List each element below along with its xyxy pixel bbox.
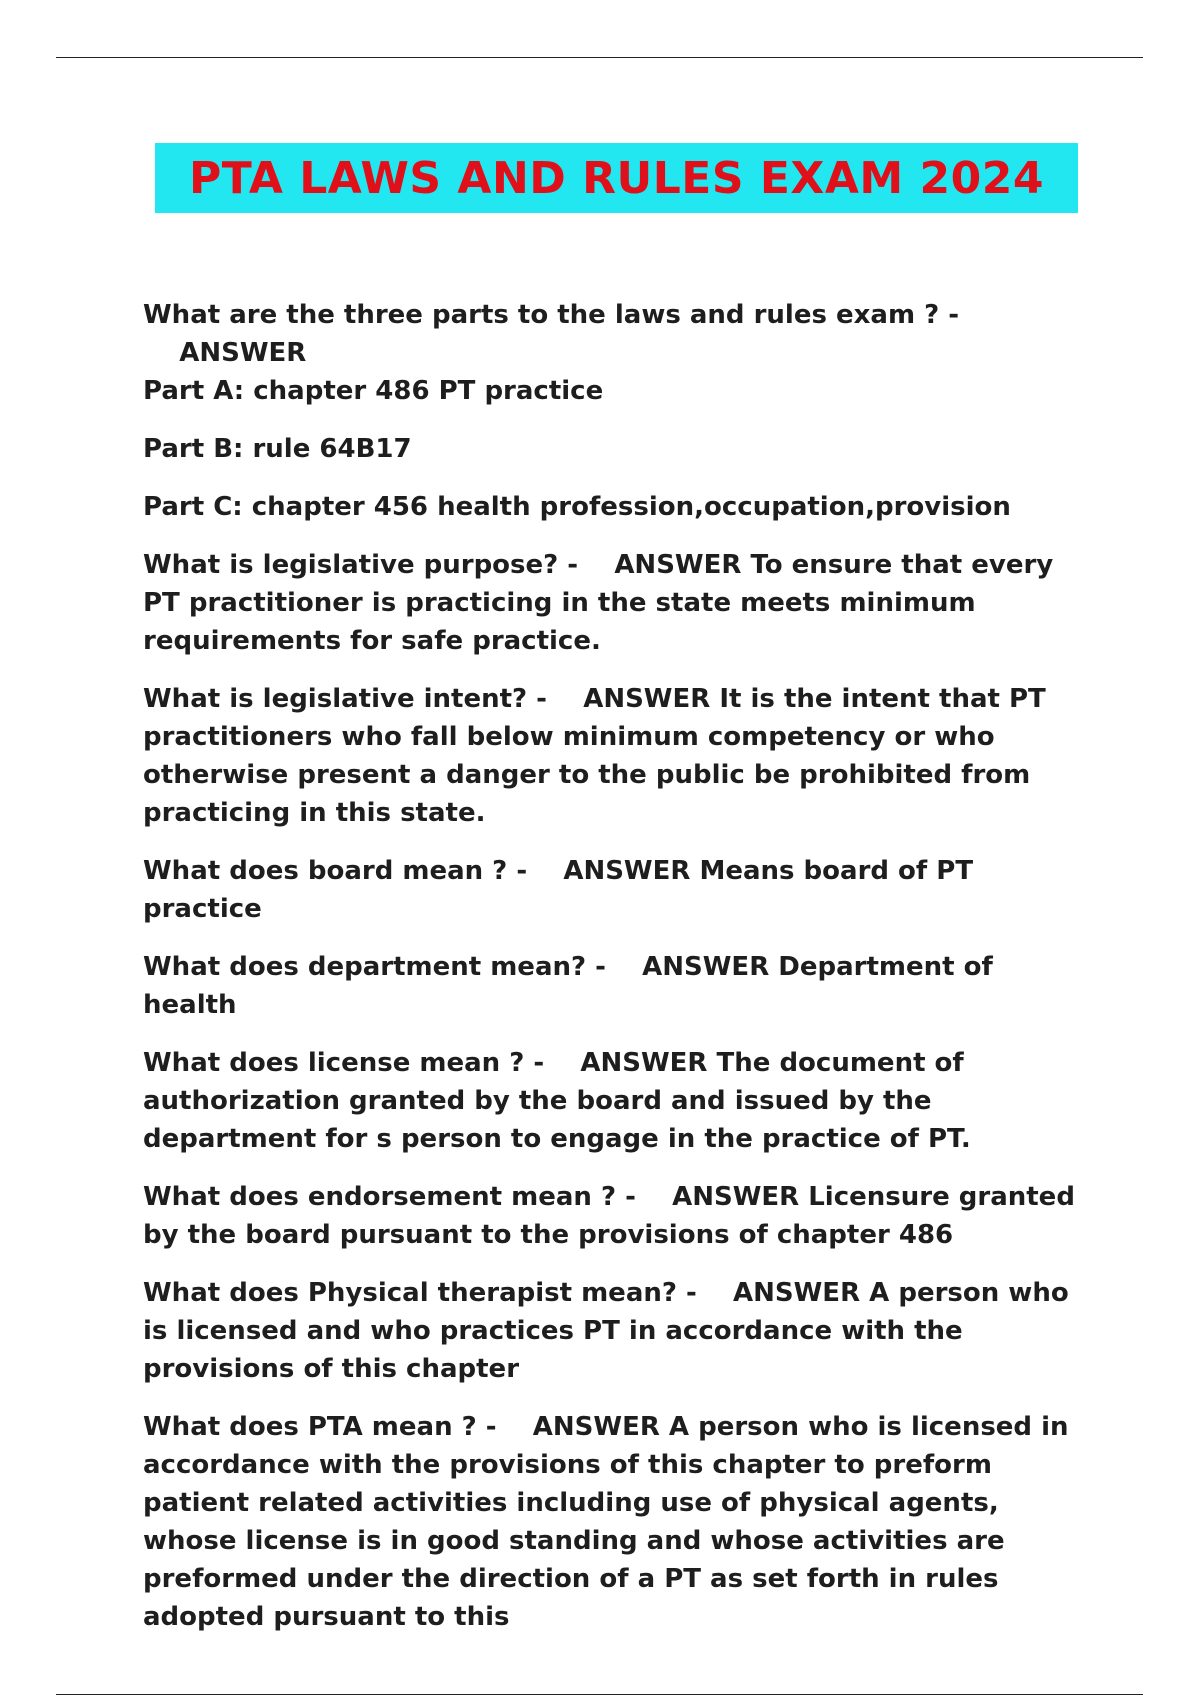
question-text: What does license mean ? -: [143, 1048, 545, 1078]
question-text: What does endorsement mean ? -: [143, 1182, 636, 1212]
answer-label: ANSWER: [614, 550, 742, 580]
answer-label: ANSWER: [179, 338, 307, 368]
qa-continuation: [143, 430, 1093, 468]
qa-item: [143, 1044, 1093, 1158]
answer-text: It is the intent that PT practitioners who fall below minimum competency or who otherwise present a danger to the public be prohibited from practicing in this state.: [143, 684, 1046, 828]
question-text: What are the three parts to the laws and rules exam ? -: [143, 300, 960, 330]
answer-label: ANSWER: [580, 1048, 708, 1078]
qa-item: [143, 1274, 1093, 1388]
answer-label: ANSWER: [672, 1182, 800, 1212]
title-banner: [155, 143, 1078, 213]
answer-text: Part A: chapter 486 PT practice: [143, 376, 604, 406]
qa-item: [143, 948, 1093, 1024]
answer-text: Means board of PT practice: [143, 856, 974, 924]
answer-text: A person who is licensed and who practices PT in accordance with the provisions of this chapter: [143, 1278, 1069, 1384]
qa-item: [143, 680, 1093, 832]
question-text: What is legislative intent? -: [143, 684, 547, 714]
answer-text: A person who is licensed in accordance with the provisions of this chapter to preform patient related activities including use of physical agents, whose license is in good standing and whose activities are preformed under the direction of a PT as set forth in rules adopted pursuant to this: [143, 1412, 1069, 1632]
answer-label: ANSWER: [642, 952, 770, 982]
page-title: PTA LAWS AND RULES EXAM 2024: [189, 152, 1044, 204]
answer-text: Part B: rule 64B17: [143, 434, 412, 464]
question-text: What does department mean? -: [143, 952, 606, 982]
question-text: What does board mean ? -: [143, 856, 528, 886]
qa-item: [143, 546, 1093, 660]
bottom-divider: [56, 1694, 1143, 1695]
qa-continuation: [143, 488, 1093, 526]
qa-item: [143, 296, 1093, 410]
answer-text: Department of health: [143, 952, 993, 1020]
answer-label: ANSWER: [583, 684, 711, 714]
answer-text: Part C: chapter 456 health profession,occupation,provision: [143, 492, 1011, 522]
question-text: What is legislative purpose? -: [143, 550, 579, 580]
answer-text: Licensure granted by the board pursuant to the provisions of chapter 486: [143, 1182, 1075, 1250]
qa-item: [143, 1408, 1093, 1636]
question-text: What does PTA mean ? -: [143, 1412, 497, 1442]
question-text: What does Physical therapist mean? -: [143, 1278, 697, 1308]
answer-label: ANSWER: [532, 1412, 660, 1442]
top-divider: [56, 57, 1143, 58]
answer-label: ANSWER: [563, 856, 691, 886]
answer-text: To ensure that every PT practitioner is practicing in the state meets minimum requirements for safe practice.: [143, 550, 1054, 656]
qa-item: [143, 852, 1093, 928]
answer-label: ANSWER: [733, 1278, 861, 1308]
answer-text: The document of authorization granted by the board and issued by the department for s person to engage in the practice of PT.: [143, 1048, 971, 1154]
qa-item: [143, 1178, 1093, 1254]
qa-content: [143, 296, 1093, 1656]
